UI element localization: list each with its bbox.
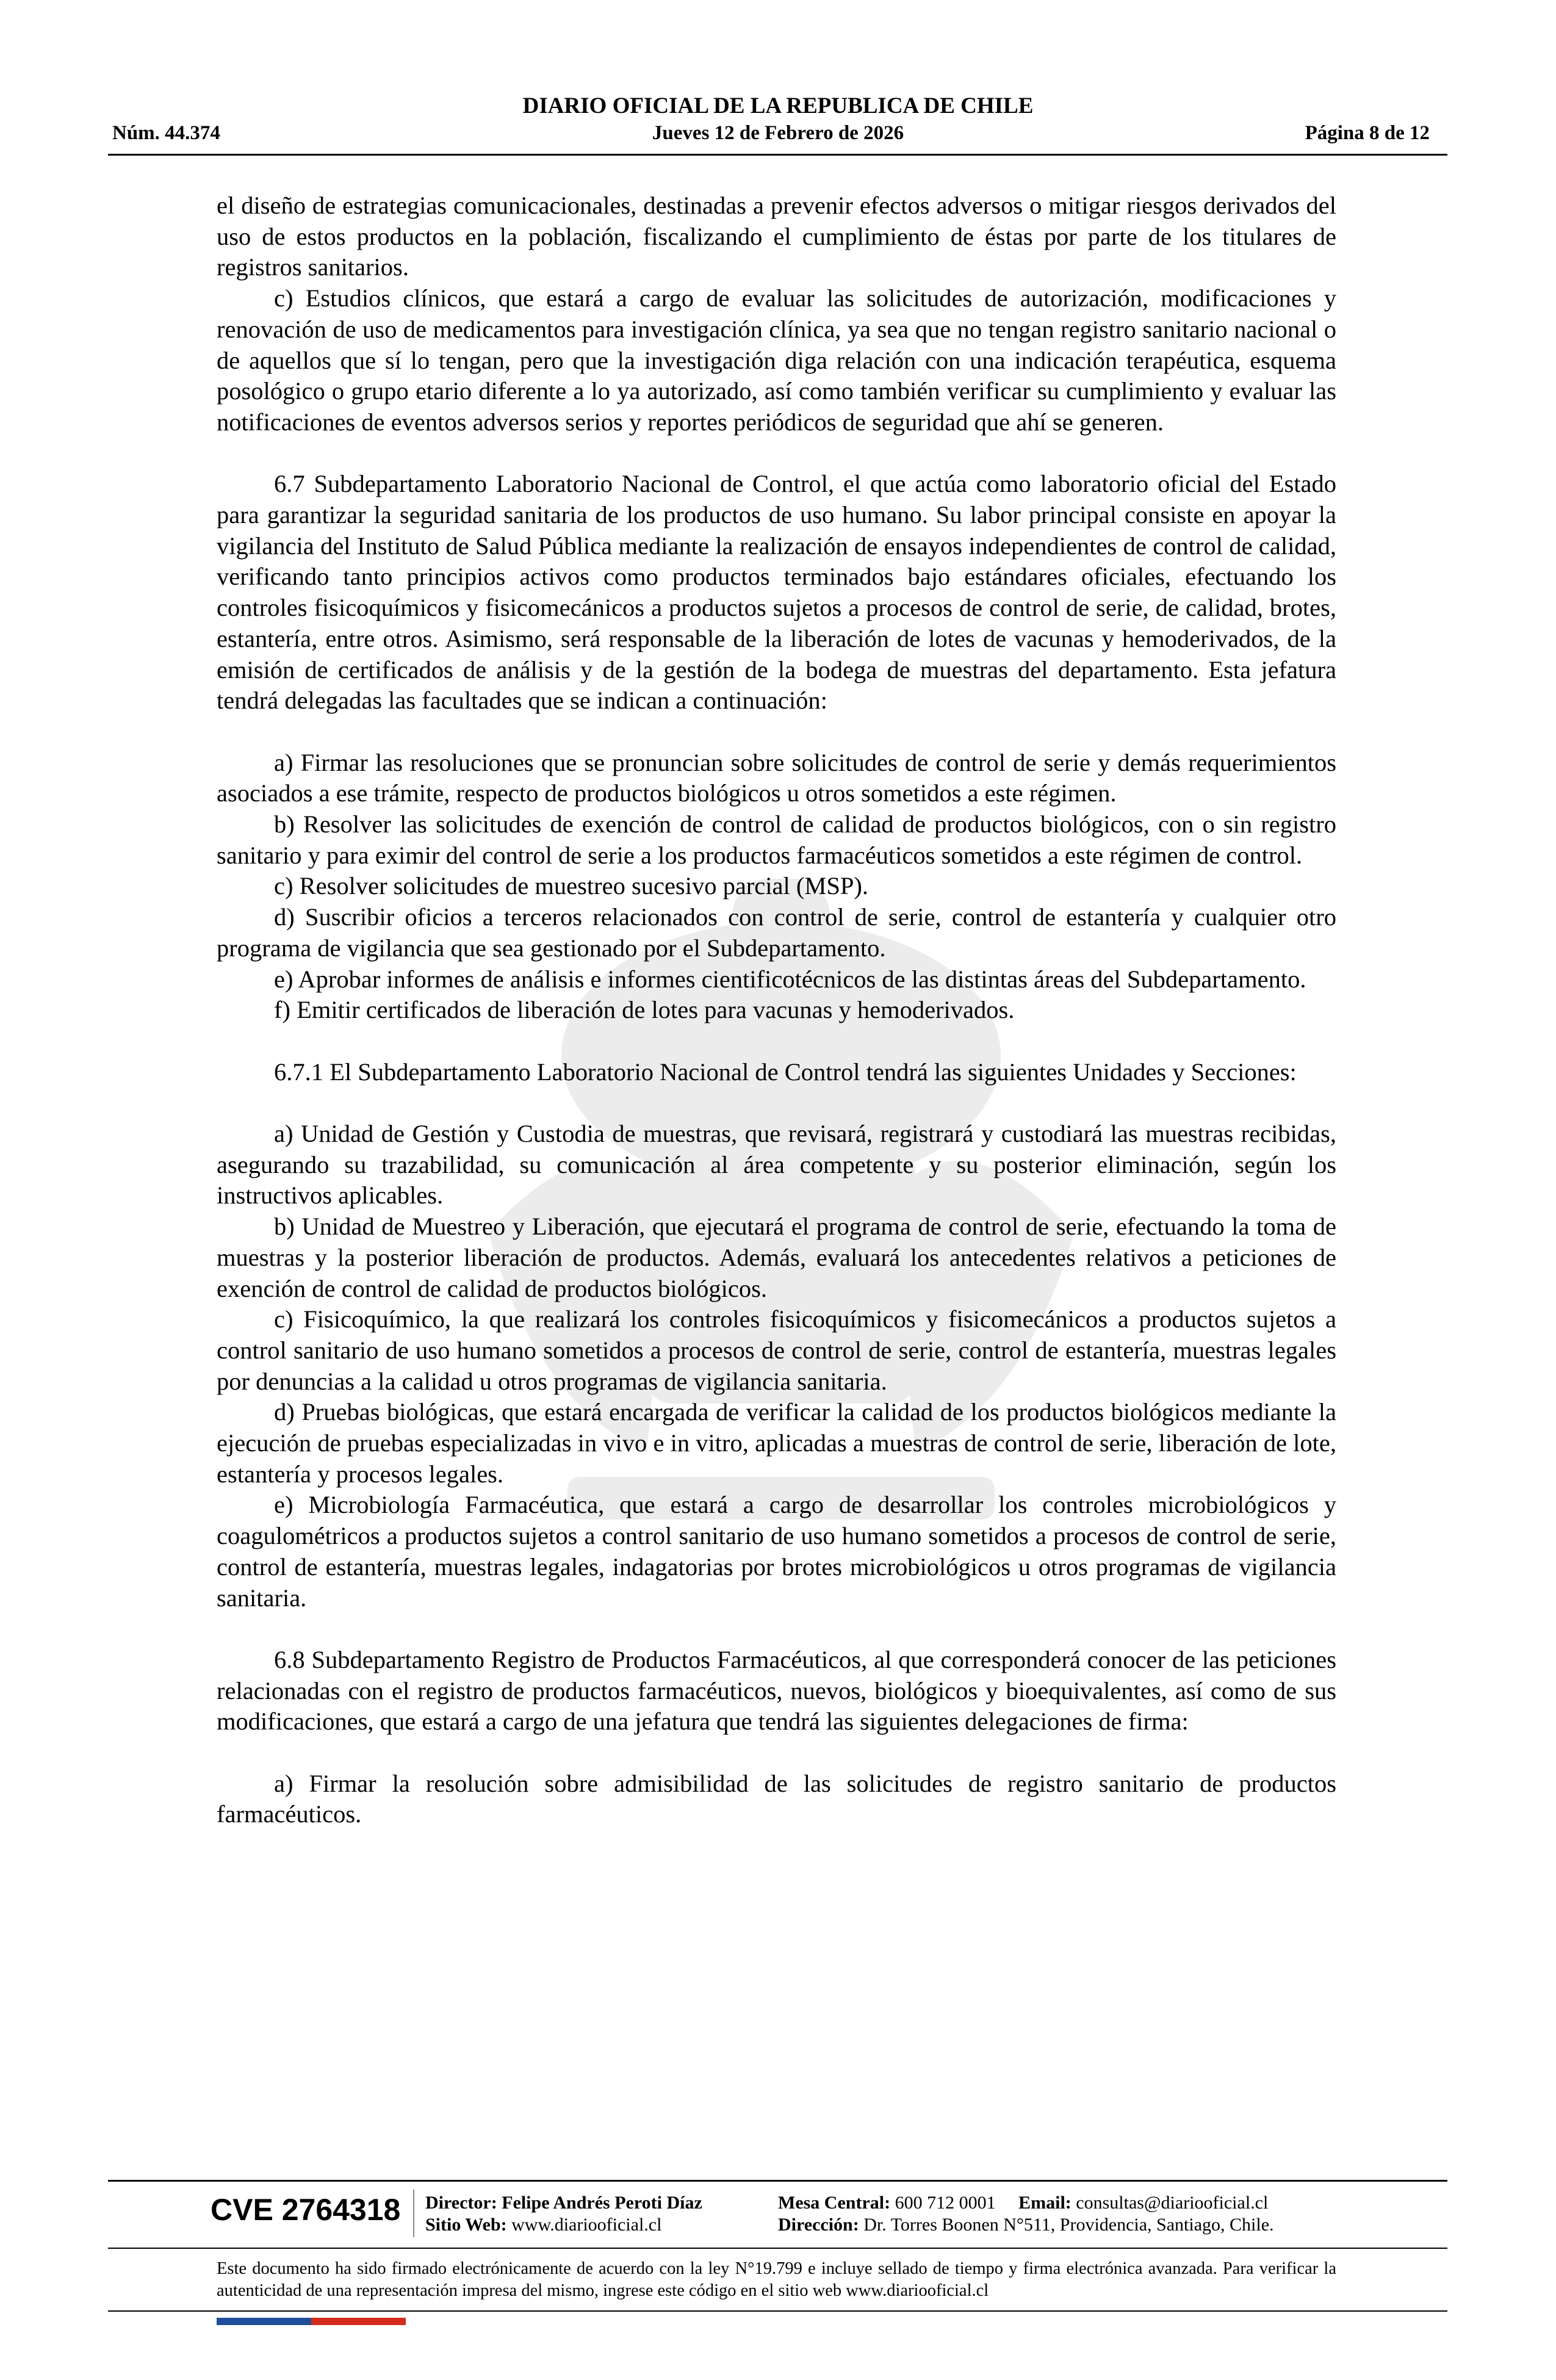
director-label: Director: — [425, 2193, 497, 2213]
footer-top-rule — [108, 2180, 1447, 2182]
footer-bottom-rule — [108, 2310, 1447, 2312]
document-body — [217, 190, 1336, 1830]
issue-date: Jueves 12 de Febrero de 2026 — [652, 122, 904, 144]
list-item: d) Pruebas biológicas, que estará encargada de verificar la calidad de los productos biológicos mediante la ejecución de pruebas especializadas in vivo e in vitro, aplicadas a muestras de control de serie, liberación de lote, estantería y procesos legales. — [217, 1398, 1336, 1488]
page-number: Página 8 de 12 — [1305, 122, 1430, 144]
contact-line — [778, 2192, 1268, 2214]
list-item: a) Firmar las resoluciones que se pronuncian sobre solicitudes de control de serie y demás requerimientos asociados a ese trámite, respecto de productos biológicos u otros sometidos a este régimen. — [217, 748, 1336, 807]
list-item: a) Firmar la resolución sobre admisibilidad de las solicitudes de registro sanitario de productos farmacéuticos. — [217, 1769, 1336, 1828]
paragraph: 6.7.1 El Subdepartamento Laboratorio Nacional de Control tendrá las siguientes Unidades y Secciones: — [274, 1058, 1297, 1086]
signature-note: Este documento ha sido firmado electrónicamente de acuerdo con la ley N°19.799 e incluye sellado de tiempo y firma electrónica avanzada. Para verificar la autenticidad de una representación impresa del mismo, ingrese este código en el sitio web www.diariooficial.cl — [217, 2259, 1336, 2300]
paragraph: 6.8 Subdepartamento Registro de Productos Farmacéuticos, al que corresponderá conocer de las peticiones relacionadas con el registro de productos farmacéuticos, nuevos, biológicos y bioequivalentes, así como de sus modificaciones, que estará a cargo de una jefatura que tendrá las siguientes delegaciones de firma: — [217, 1645, 1336, 1736]
flag-red-bar — [311, 2318, 406, 2325]
list-item: e) Microbiología Farmacéutica, que estará a cargo de desarrollar los controles microbiológicos y coagulométricos a productos sujetos a control sanitario de uso humano sometidos a procesos de control de serie, control de estantería, muestras legales, indagatorias por brotes microbiológicos u otros programas de vigilancia sanitaria. — [217, 1491, 1336, 1612]
flag-blue-bar — [217, 2318, 311, 2325]
email-label: Email: — [1018, 2193, 1072, 2213]
list-item: a) Unidad de Gestión y Custodia de muestras, que revisará, registrará y custodiará las muestras recibidas, asegurando su trazabilidad, su comunicación al área competente y su posterior eliminación, según los instructivos aplicables. — [217, 1120, 1336, 1210]
list-item: b) Resolver las solicitudes de exención de control de calidad de productos biológicos, con o sin registro sanitario y para eximir del control de serie a los productos farmacéuticos sometidos a este régimen de control. — [217, 810, 1336, 869]
list-item: e) Aprobar informes de análisis e informes cientificotécnicos de las distintas áreas del Subdepartamento. — [274, 965, 1306, 993]
website-line — [425, 2214, 661, 2236]
website-link[interactable]: www.diariooficial.cl — [511, 2215, 662, 2235]
mesa-phone: 600 712 0001 — [895, 2193, 996, 2213]
issue-number: Núm. 44.374 — [112, 122, 220, 144]
email-link[interactable]: consultas@diariooficial.cl — [1076, 2193, 1269, 2213]
paragraph: 6.7 Subdepartamento Laboratorio Nacional de Control, el que actúa como laboratorio oficial del Estado para garantizar la seguridad sanitaria de los productos de uso humano. Su labor principal consiste en apoyar la vigilancia del Instituto de Salud Pública mediante la realización de ensayos independientes de control de calidad, verificando tanto principios activos como productos terminados bajo estándares oficiales, efectuando los controles fisicoquímicos y fisicomecánicos a productos sujetos a procesos de control de serie, de calidad, brotes, estantería, entre otros. Asimismo, será responsable de la liberación de lotes de vacunas y hemoderivados, de la emisión de certificados de análisis y de la gestión de la bodega de muestras del departamento. Esta jefatura tendrá delegadas las facultades que se indican a continuación: — [217, 470, 1336, 715]
newspaper-title: DIARIO OFICIAL DE LA REPUBLICA DE CHILE — [522, 93, 1034, 118]
address-value: Dr. Torres Boonen N°511, Providencia, Santiago, Chile. — [863, 2215, 1274, 2235]
cve-code: CVE 2764318 — [211, 2193, 401, 2227]
director-line — [425, 2192, 702, 2214]
header-rule — [108, 154, 1447, 156]
address-line — [778, 2214, 1274, 2236]
list-item: d) Suscribir oficios a terceros relacionados con control de serie, control de estantería y cualquier otro programa de vigilancia que sea gestionado por el Subdepartamento. — [217, 903, 1336, 962]
website-label: Sitio Web: — [425, 2215, 507, 2235]
address-label: Dirección: — [778, 2215, 859, 2235]
director-name: Felipe Andrés Peroti Díaz — [502, 2193, 702, 2213]
mesa-label: Mesa Central: — [778, 2193, 891, 2213]
paragraph: el diseño de estrategias comunicacionales, destinadas a prevenir efectos adversos o mitigar riesgos derivados del uso de estos productos en la población, fiscalizando el cumplimiento de éstas por parte de los titulares de registros sanitarios. — [217, 192, 1336, 281]
list-item: c) Fisicoquímico, la que realizará los controles fisicoquímicos y fisicomecánicos a productos sujetos a control sanitario de uso humano sometidos a procesos de control de serie, control de estantería, muestras legales por denuncias a la calidad u otros programas de vigilancia sanitaria. — [217, 1305, 1336, 1395]
list-item: f) Emitir certificados de liberación de lotes para vacunas y hemoderivados. — [274, 996, 1015, 1024]
list-item: b) Unidad de Muestreo y Liberación, que ejecutará el programa de control de serie, efectuando la toma de muestras y la posterior liberación de productos. Además, evaluará los antecedentes relativos a peticiones de exención de control de calidad de productos biológicos. — [217, 1213, 1336, 1302]
footer-separator — [413, 2190, 414, 2237]
paragraph: c) Estudios clínicos, que estará a cargo de evaluar las solicitudes de autorización, modificaciones y renovación de uso de medicamentos para investigación clínica, ya sea que no tengan registro sanitario nacional o de aquellos que sí lo tengan, pero que la investigación diga relación con una indicación terapéutica, esquema posológico o grupo etario diferente a lo ya autorizado, así como también verificar su cumplimiento y evaluar las notificaciones de eventos adversos serios y reportes periódicos de seguridad que ahí se generen. — [217, 284, 1336, 436]
footer-middle-rule — [108, 2248, 1447, 2249]
list-item: c) Resolver solicitudes de muestreo sucesivo parcial (MSP). — [274, 872, 869, 900]
